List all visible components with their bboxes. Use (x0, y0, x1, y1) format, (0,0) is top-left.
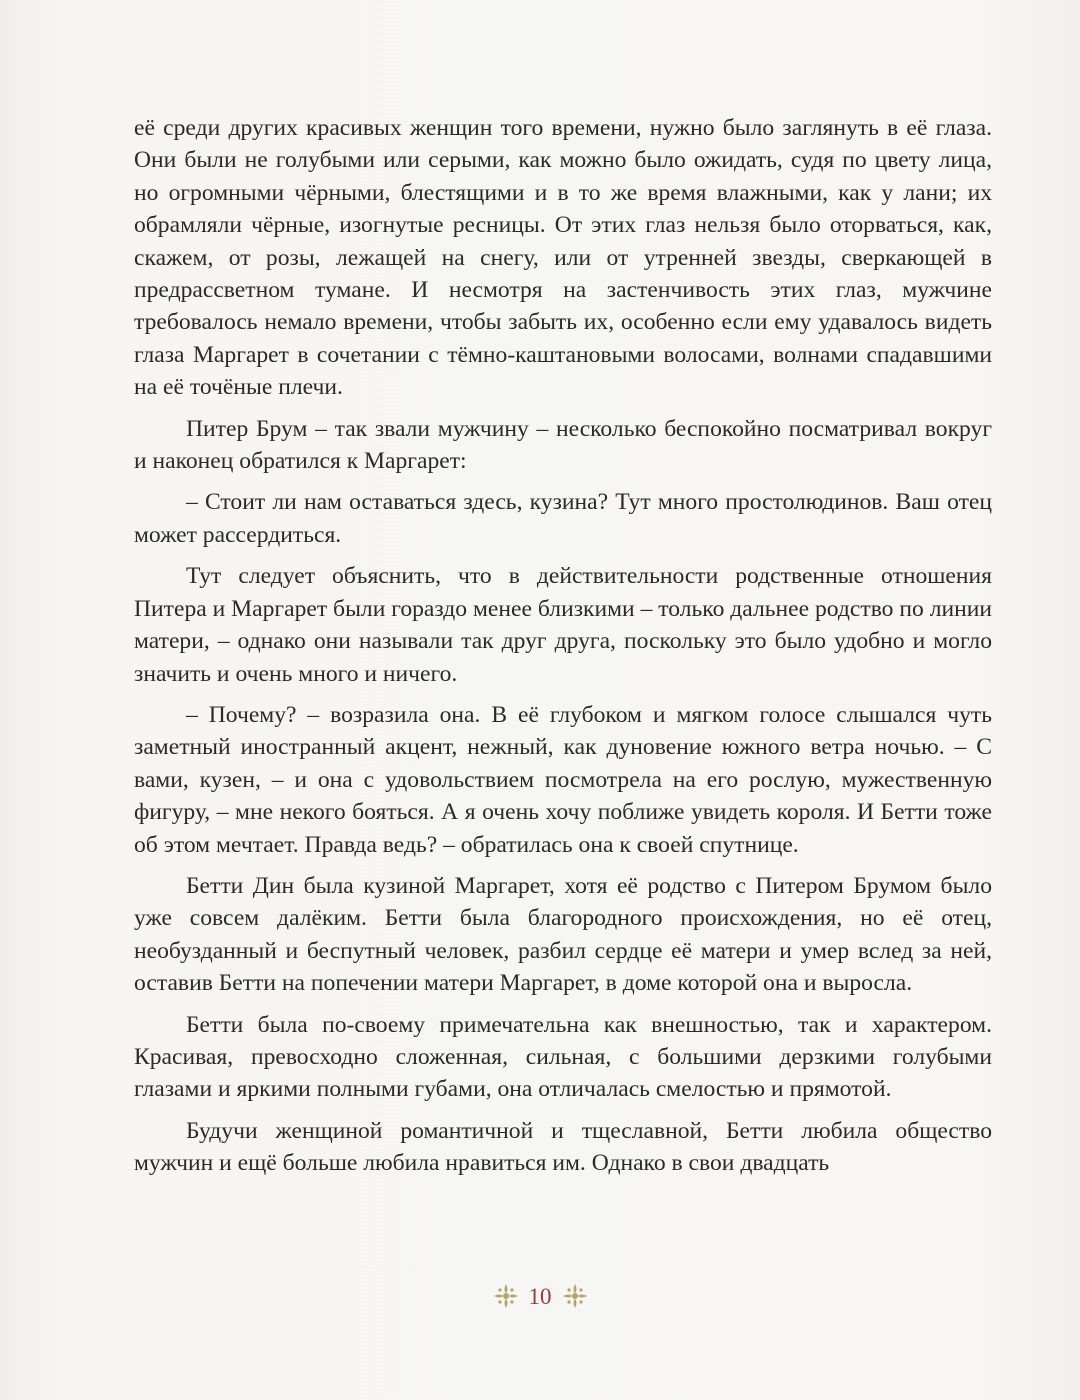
cross-flourish-icon (493, 1283, 519, 1309)
paragraph-2: Питер Брум – так звали мужчину – несколько беспокойно посматривал вокруг и наконец обратился к Маргарет: (134, 415, 992, 475)
paragraph-4: Тут следует объяснить, что в действительности родственные отношения Питера и Маргарет были гораздо менее близкими – только дальнее родство по линии матери, – однако они называли так друг друга, поскольку это было удобно и могло значить и очень много и ничего. (134, 563, 992, 687)
paragraph-1: её среди других красивых женщин того времени, нужно было заглянуть в её глаза. Они были не голубыми или серыми, как можно было ожидать, судя по цвету лица, но огромными чёрными, блестящими и в то же время влажными, как у лани; их обрамляли чёрные, изогнутые ресницы. От этих глаз нельзя было оторваться, как, скажем, от розы, лежащей на снегу, или от утренней звезды, сверкающей в предрассветном тумане. И несмотря на застенчивость этих глаз, мужчине требовалось немало времени, чтобы забыть их, особенно если ему удавалось видеть глаза Маргарет в сочетании с тёмно-каштановыми волосами, волнами спадавшими на её точёные плечи. (134, 115, 992, 401)
page-number: 10 (528, 1283, 552, 1309)
cross-flourish-icon (562, 1283, 588, 1309)
paragraph-6: Бетти Дин была кузиной Маргарет, хотя её родство с Питером Брумом было уже совсем далёким. Бетти была благородного происхождения, но её отец, необузданный и беспутный человек, разбил сердце её матери и умер вслед за ней, оставив Бетти на попечении матери Маргарет, в доме которой она и выросла. (134, 872, 992, 997)
page-footer (0, 1278, 1080, 1314)
body-text (134, 112, 992, 1189)
paragraph-8: Будучи женщиной романтичной и тщеславной, Бетти любила общество мужчин и ещё больше любила нравиться им. Однако в свои двадцать (134, 1117, 992, 1177)
paragraph-5: – Почему? – возразила она. В её глубоком и мягком голосе слышался чуть заметный иностранный акцент, нежный, как дуновение южного ветра ночью. – С вами, кузен, – и она с удовольствием посмотрела на его рослую, мужественную фигуру, – мне некого бояться. А я очень хочу поближе увидеть короля. И Бетти тоже об этом мечтает. Правда ведь? – обратилась она к своей спутнице. (134, 701, 992, 858)
paragraph-7: Бетти была по-своему примечательна как внешностью, так и характером. Красивая, превосходно сложенная, сильная, с большими дерзкими голубыми глазами и яркими полными губами, она отличалась смелостью и прямотой. (134, 1011, 992, 1103)
paragraph-3: – Стоит ли нам оставаться здесь, кузина? Тут много простолюдинов. Ваш отец может рассердиться. (134, 489, 992, 548)
